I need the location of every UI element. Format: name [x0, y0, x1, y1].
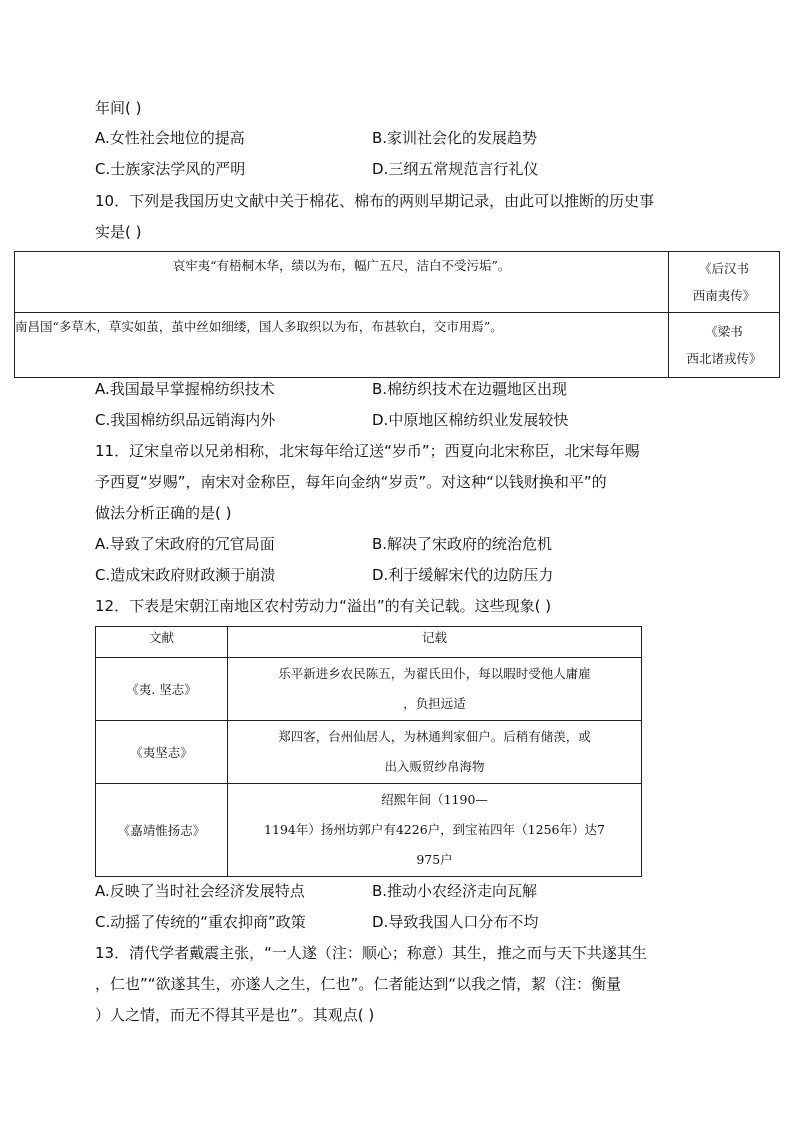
option-b: B.家训社会化的发展趋势: [372, 129, 538, 147]
option-d: D.中原地区棉纺织业发展较快: [372, 411, 569, 429]
source-line: 西南夷传》: [692, 288, 756, 303]
record-line: 出入贩贸纱帛海物: [384, 759, 485, 774]
record-line: 975户: [416, 852, 453, 867]
record-cell: [228, 721, 642, 784]
source-cell: 《嘉靖惟扬志》: [96, 784, 228, 877]
record-cell: [228, 658, 642, 721]
option-d: D.三纲五常规范言行礼仪: [372, 160, 539, 178]
source-line: 西北诸戎传》: [686, 351, 762, 366]
question-10-stem: 实是( ): [95, 223, 142, 241]
option-c: C.造成宋政府财政濒于崩溃: [95, 566, 276, 584]
record-text: 南昌国“多草木，草实如茧，茧中丝如细缕，国人多取织以为布，布甚软白，交市用焉”。: [15, 313, 669, 378]
option-d: D.利于缓解宋代的边防压力: [372, 566, 554, 584]
option-c: C.动摇了传统的“重农抑商”政策: [95, 913, 306, 931]
table-row: [96, 784, 642, 877]
source-line: 《梁书: [705, 324, 743, 339]
source-cell: 《夷. 坚志》: [96, 658, 228, 721]
option-a: A.我国最早掌握棉纺织技术: [95, 380, 275, 398]
table-row: [15, 313, 780, 378]
option-b: B.解决了宋政府的统治危机: [372, 535, 553, 553]
option-a: A.女性社会地位的提高: [95, 129, 245, 147]
question-13-stem: ）人之情，而无不得其平是也”。其观点( ): [95, 1006, 375, 1024]
column-header: 记载: [228, 627, 642, 658]
column-header: 文献: [96, 627, 228, 658]
record-line: 郑四客，台州仙居人，为林通判家佃户。后稍有储羡，或: [278, 729, 591, 744]
question-11-stem: 11．辽宋皇帝以兄弟相称，北宋每年给辽送“岁币”；西夏向北宋称臣，北宋每年赐: [95, 442, 640, 460]
option-d: D.导致我国人口分布不均: [372, 913, 539, 931]
record-line: ，负担远适: [403, 696, 466, 711]
option-c: C.我国棉纺织品远销海内外: [95, 411, 276, 429]
question-12-stem: 12．下表是宋朝江南地区农村劳动力“溢出”的有关记载。这些现象( ): [95, 597, 552, 615]
source-cell: 《夷坚志》: [96, 721, 228, 784]
question-11-stem: 予西夏“岁赐”，南宋对金称臣，每年向金纳“岁贡”。对这种“以钱财换和平”的: [95, 473, 607, 491]
table-header-row: [96, 627, 642, 658]
table-row: [15, 252, 780, 313]
option-a: A.导致了宋政府的冗官局面: [95, 535, 275, 553]
record-line: 绍熙年间（1190—: [381, 792, 488, 807]
cotton-records-table: [14, 251, 780, 378]
question-13-stem: 13．清代学者戴震主张，“一人遂（注：顺心；称意）其生，推之而与天下共遂其生: [95, 944, 647, 962]
option-a: A.反映了当时社会经济发展特点: [95, 882, 305, 900]
record-line: 1194年）扬州坊郭户有4226户，到宝祐四年（1256年）达7: [264, 822, 605, 837]
source-line: 《后汉书: [698, 261, 749, 276]
record-source: [669, 252, 780, 313]
question-13-stem: ，仁也”“欲遂其生，亦遂人之生，仁也”。仁者能达到“以我之情，絜（注：衡量: [95, 975, 622, 993]
labor-records-table: [95, 626, 642, 877]
record-cell: [228, 784, 642, 877]
record-source: [669, 313, 780, 378]
table-row: [96, 658, 642, 721]
option-b: B.推动小农经济走向瓦解: [372, 882, 538, 900]
option-c: C.士族家法学风的严明: [95, 160, 246, 178]
option-b: B.棉纺织技术在边疆地区出现: [372, 380, 568, 398]
table-row: [96, 721, 642, 784]
record-line: 乐平新进乡农民陈五，为翟氏田仆，每以暇时受他人庸雇: [278, 666, 591, 681]
question-11-stem: 做法分析正确的是( ): [95, 504, 232, 522]
question-stem-end: 年间( ): [95, 99, 142, 117]
record-text: 哀牢夷“有梧桐木华，绩以为布，幅广五尺，洁白不受污垢”。: [15, 252, 669, 313]
question-10-stem: 10．下列是我国历史文献中关于棉花、棉布的两则早期记录，由此可以推断的历史事: [95, 192, 655, 210]
